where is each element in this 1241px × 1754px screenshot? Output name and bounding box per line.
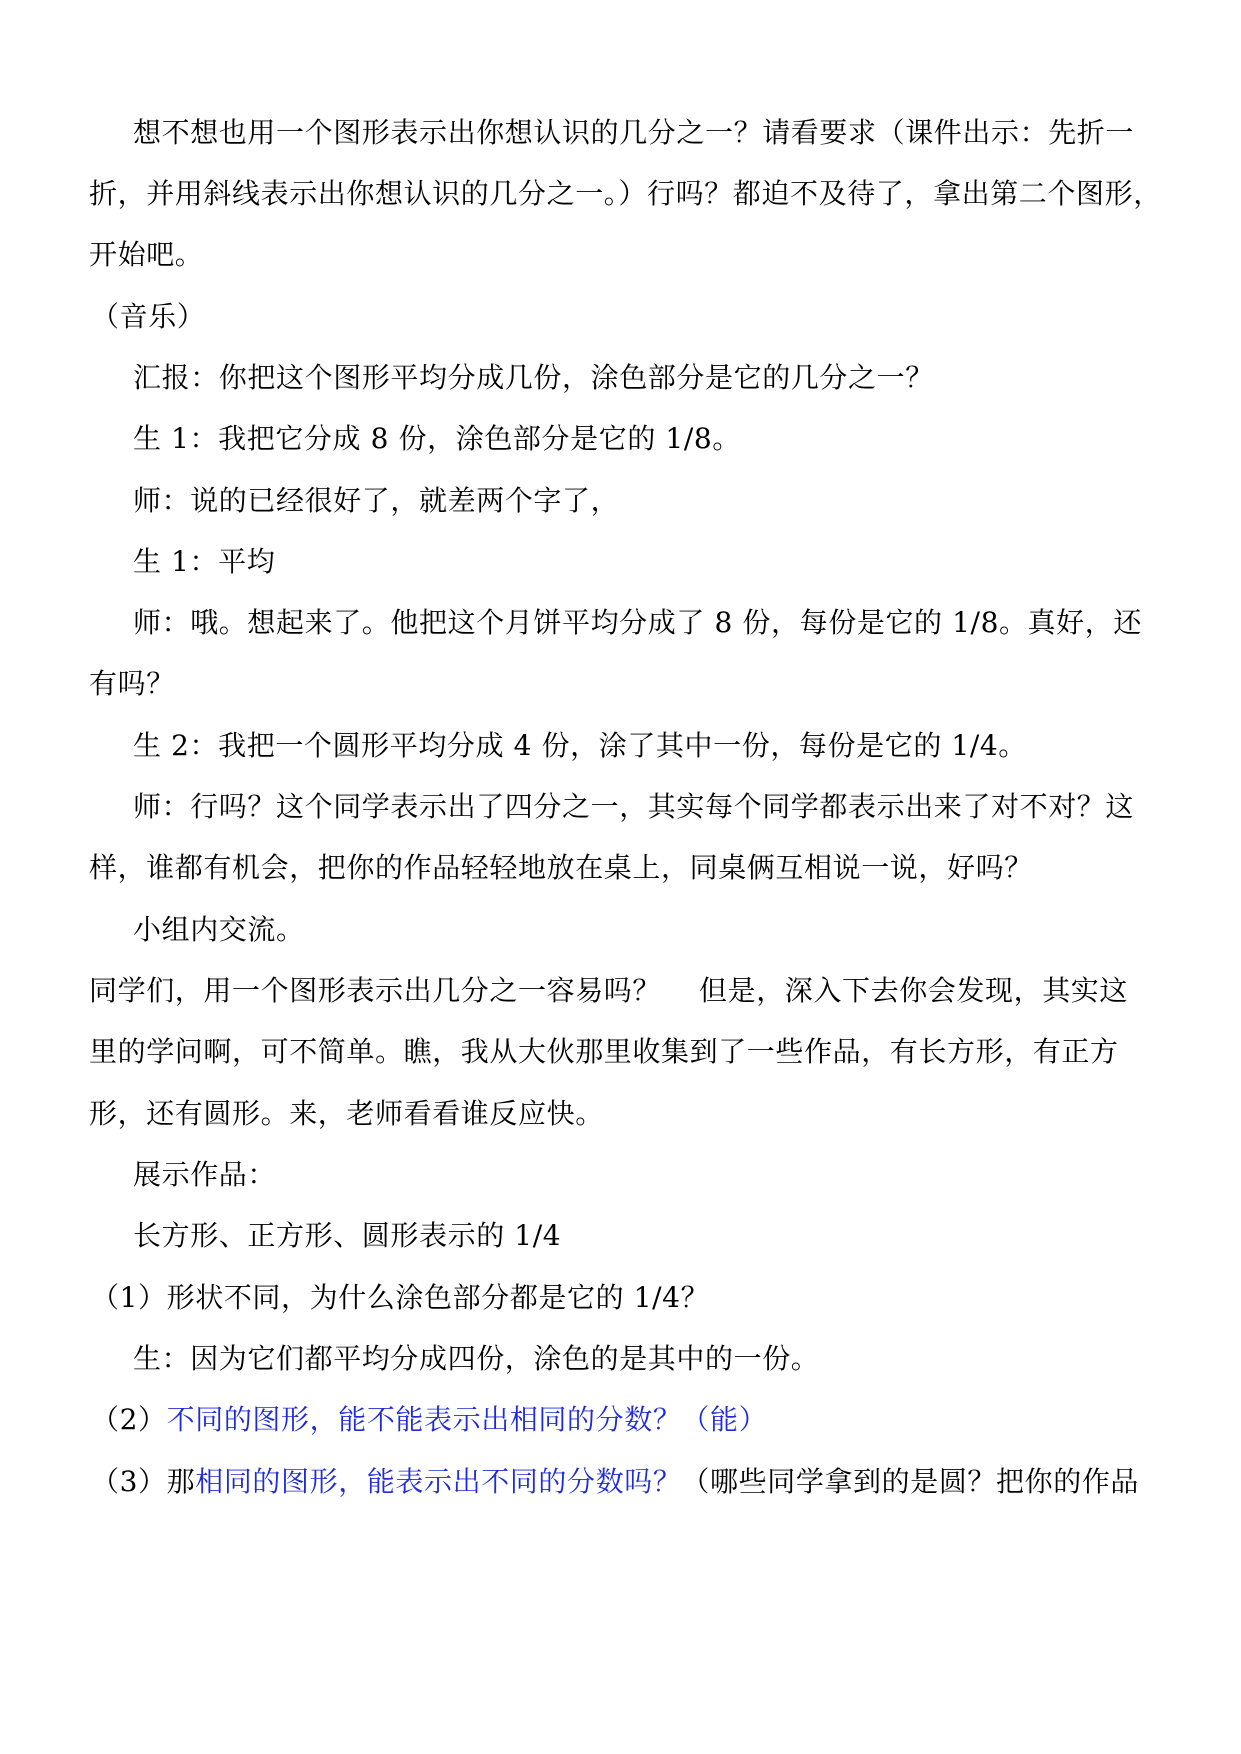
text-run: 生：因为它们都平均分成四份，涂色的是其中的一份。: [133, 1342, 820, 1375]
text-run: 生 2：我把一个圆形平均分成 4 份，涂了其中一份，每份是它的 1/4。: [133, 729, 1027, 762]
text-line: [91, 300, 205, 334]
text-line: [133, 606, 1142, 640]
text-line: [133, 545, 275, 579]
text-run: 形，还有圆形。来，老师看看谁反应快。: [89, 1097, 604, 1130]
text-run: 长方形、正方形、圆形表示的 1/4: [133, 1219, 562, 1252]
text-run: 师：哦。想起来了。他把这个月饼平均分成了 8 份，每份是它的 1/8。真好，还: [133, 606, 1142, 639]
text-line: [89, 1035, 1119, 1069]
text-line: [133, 913, 305, 947]
text-line: [89, 1097, 604, 1131]
text-run: 样，谁都有机会，把你的作品轻轻地放在桌上，同桌俩互相说一说，好吗？: [89, 851, 1033, 884]
text-line: [89, 177, 1162, 211]
text-run: 生 1：我把它分成 8 份，涂色部分是它的 1/8。: [133, 422, 741, 455]
text-line: [133, 729, 1027, 763]
text-run: 小组内交流。: [133, 913, 305, 946]
highlighted-text-run: 不同的图形，能不能表示出相同的分数？（能）: [166, 1403, 768, 1436]
text-run: 开始吧。: [89, 238, 204, 271]
text-line: [89, 238, 203, 272]
text-run: （1）形状不同，为什么涂色部分都是它的 1/4？: [91, 1281, 710, 1314]
text-line: [89, 851, 1033, 885]
text-line: [91, 1281, 709, 1315]
text-line: [133, 790, 1134, 824]
text-line: [133, 422, 741, 456]
text-run: （2）: [91, 1403, 167, 1436]
text-run: 师：说的已经很好了，就差两个字了，: [133, 484, 620, 517]
text-run: 里的学问啊，可不简单。瞧，我从大伙那里收集到了一些作品，有长方形，有正方: [89, 1035, 1119, 1068]
highlighted-text-run: 相同的图形，能表示出不同的分数吗？: [195, 1465, 682, 1498]
text-line: [91, 1465, 1139, 1499]
text-line: [133, 116, 1134, 150]
text-line: [89, 974, 1128, 1008]
text-run: （3）那: [91, 1465, 196, 1498]
text-line: [133, 1342, 819, 1376]
text-run: 有吗？: [89, 667, 175, 700]
text-run: 想不想也用一个图形表示出你想认识的几分之一？请看要求（课件出示：先折一: [133, 116, 1135, 149]
text-line: [89, 667, 175, 701]
text-run: 汇报：你把这个图形平均分成几份，涂色部分是它的几分之一？: [133, 361, 934, 394]
text-line: [91, 1403, 767, 1437]
text-run: 生 1：平均: [133, 545, 276, 578]
text-run: （音乐）: [91, 300, 206, 333]
text-line: [133, 484, 619, 518]
text-run: （哪些同学拿到的是圆？把你的作品: [681, 1465, 1140, 1498]
text-run: 展示作品：: [133, 1158, 277, 1191]
text-line: [133, 1158, 276, 1192]
text-run: 折，并用斜线表示出你想认识的几分之一。）行吗？都迫不及待了，拿出第二个图形，: [89, 177, 1162, 210]
text-line: [133, 1219, 561, 1253]
text-line: [133, 361, 934, 395]
text-run: 同学们，用一个图形表示出几分之一容易吗？ 但是，深入下去你会发现，其实这: [89, 974, 1129, 1007]
text-run: 师：行吗？这个同学表示出了四分之一，其实每个同学都表示出来了对不对？这: [133, 790, 1135, 823]
